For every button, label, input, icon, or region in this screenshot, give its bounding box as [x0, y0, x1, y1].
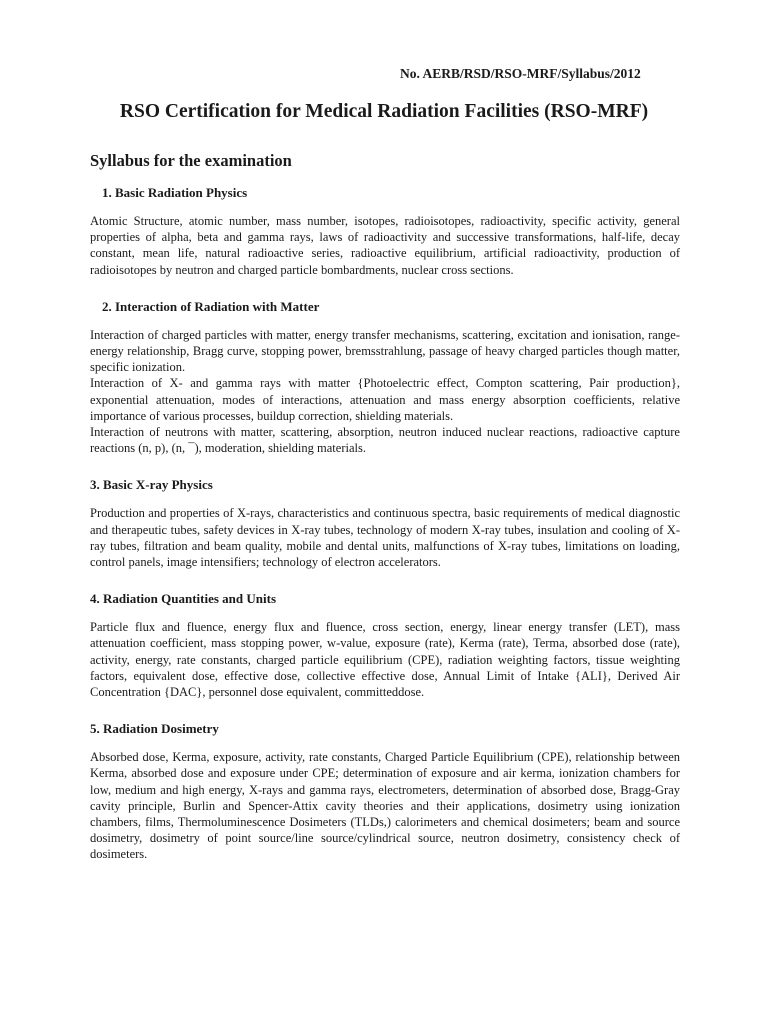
- paragraph: Interaction of X- and gamma rays with matter {Photoelectric effect, Compton scattering, Pair production}, exponential attenuation, modes of interactions, attenuation and mass energy absorption coefficients, relative importance of various processes, buildup correction, shielding materials.: [90, 376, 680, 423]
- document-body: [90, 151, 680, 877]
- section-body: [90, 505, 680, 570]
- section-heading: 4. Radiation Quantities and Units: [90, 591, 277, 607]
- section-heading: 2. Interaction of Radiation with Matter: [102, 298, 320, 314]
- paragraph: Absorbed dose, Kerma, exposure, activity, rate constants, Charged Particle Equilibrium (CPE), relationship between Kerma, absorbed dose and exposure under CPE; determination of exposure and air kerma, ionization chambers for low, medium and high energy, X-rays and gamma rays, electrometers, determination of absorbed dose, Bragg-Gray cavity principle, Burlin and Spencer-Attix cavity theories and their applications, dosimetry using ionization chambers, films, Thermoluminescence Dosimeters (TLDs,) calorimeters and chemical dosimeters; beam and source dosimetry, dosimetry of point source/line source/cylindrical source, neutron dosimetry, consistency check of dosimeters.: [90, 750, 680, 862]
- section-body: [90, 749, 680, 862]
- paragraph: Production and properties of X-rays, characteristics and continuous spectra, basic requirements of medical diagnostic and therapeutic tubes, safety devices in X-ray tubes, technology of modern X-ray tubes, insulation and cooling of X-ray tubes, filtration and beam quality, mobile and dental units, malfunctions of X-ray tubes, limitations on loading, control panels, image intensifiers; technology of electron accelerators.: [90, 506, 680, 570]
- document-title: RSO Certification for Medical Radiation Facilities (RSO-MRF): [119, 101, 649, 122]
- section-body: [90, 213, 680, 278]
- section-heading: 3. Basic X-ray Physics: [90, 477, 213, 493]
- section-radiation-dosimetry: [90, 721, 680, 862]
- section-basic-xray-physics: [90, 477, 680, 570]
- section-body: [90, 619, 680, 700]
- section-body: [90, 327, 680, 457]
- paragraph: Particle flux and fluence, energy flux and fluence, cross section, energy, linear energy transfer (LET), mass attenuation coefficient, mass stopping power, w-value, exposure (rate), Kerma (rate), Terma, absorbed dose (rate), activity, energy, rate constants, charged particle equilibrium (CPE), radiation weighting factors, tissue weighting factors, equivalent dose, effective dose, collective effective dose, Annual Limit of Intake {ALI}, Derived Air Concentration {DAC}, personnel dose equivalent, committeddose.: [90, 620, 680, 700]
- section-radiation-quantities: [90, 591, 680, 700]
- document-number: No. AERB/RSD/RSO-MRF/Syllabus/2012: [400, 66, 641, 81]
- section-interaction-of-radiation: [90, 299, 680, 457]
- section-heading: 1. Basic Radiation Physics: [102, 185, 248, 200]
- paragraph: Interaction of neutrons with matter, scattering, absorption, neutron induced nuclear reactions, radioactive capture reactions (n, p), (n, ¯), moderation, shielding materials.: [90, 425, 680, 456]
- syllabus-heading: Syllabus for the examination: [90, 151, 292, 170]
- paragraph: Interaction of charged particles with matter, energy transfer mechanisms, scattering, excitation and ionisation, range-energy relationship, Bragg curve, stopping power, bremsstrahlung, passage of heavy charged particles though matter, specific ionization.: [90, 327, 680, 375]
- section-basic-radiation-physics: [90, 185, 680, 278]
- section-heading: 5. Radiation Dosimetry: [90, 721, 219, 737]
- paragraph: Atomic Structure, atomic number, mass number, isotopes, radioisotopes, radioactivity, specific activity, general properties of alpha, beta and gamma rays, laws of radioactivity and successive transformations, half-life, decay constant, mean life, natural radioactive series, radioactive equilibrium, artificial radioactivity, production of radioisotopes by neutron and charged particle bombardments, nuclear cross sections.: [90, 214, 680, 277]
